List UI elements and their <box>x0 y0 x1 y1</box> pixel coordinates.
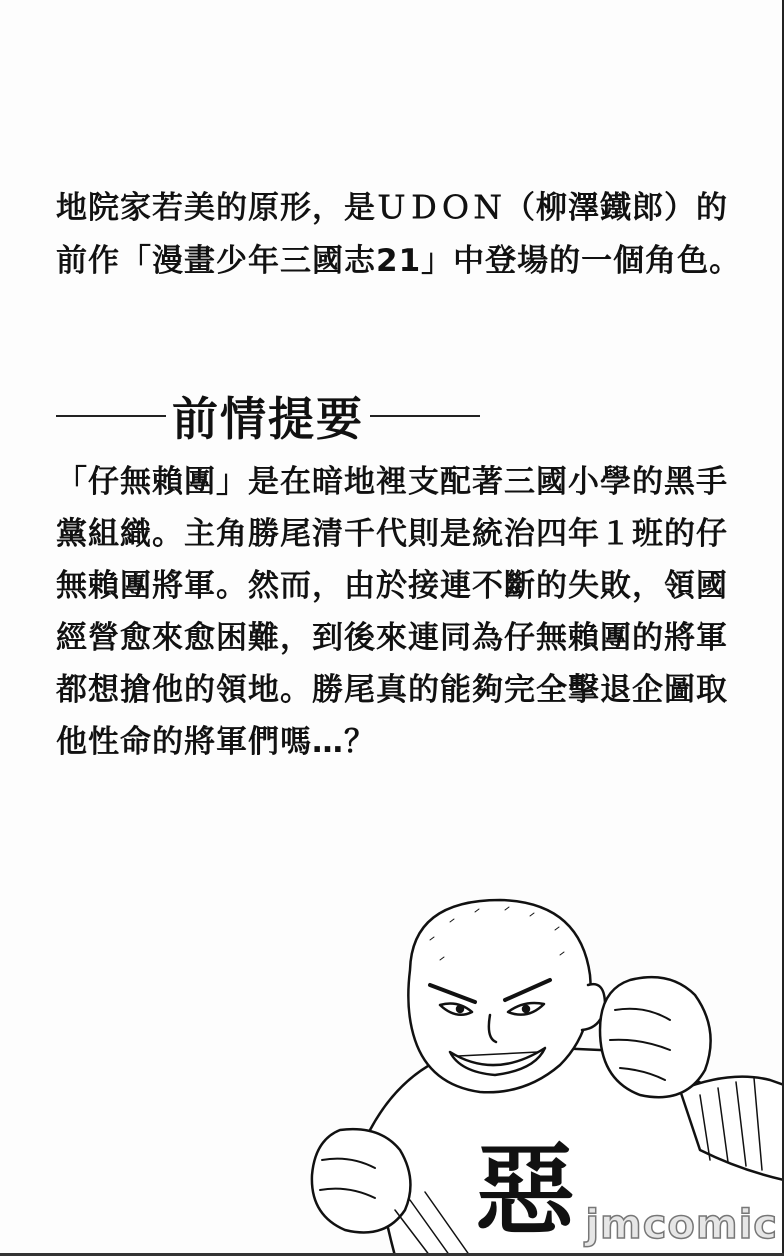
summary-line: 「仔無賴團」是在暗地裡支配著三國小學的黑手 <box>56 464 728 500</box>
author-note <box>56 182 771 288</box>
summary-line: 無賴團將軍。然而，由於接連不斷的失敗，領國 <box>56 568 728 604</box>
section-heading <box>56 386 516 446</box>
summary-line: 經營愈來愈困難，到後來連同為仔無賴團的將軍 <box>56 620 728 656</box>
character-illustration <box>300 880 784 1256</box>
story-summary <box>56 456 771 768</box>
summary-line: 都想搶他的領地。勝尾真的能夠完全擊退企圖取 <box>56 672 728 708</box>
summary-line: 他性命的將軍們嗎…？ <box>56 724 376 760</box>
heading-dash-left <box>56 415 166 417</box>
section-title: 前情提要 <box>172 392 364 446</box>
summary-line: 黨組織。主角勝尾清千代則是統治四年１班的仔 <box>56 516 728 552</box>
note-line: 前作「漫畫少年三國志21」中登場的一個角色。 <box>56 243 742 279</box>
heading-dash-right <box>370 415 480 417</box>
site-watermark: jmcomic <box>585 1202 778 1248</box>
shirt-kanji: 惡 <box>475 1131 575 1249</box>
note-line: 地院家若美的原形，是ＵＤＯＮ（柳澤鐵郎）的 <box>56 190 728 226</box>
